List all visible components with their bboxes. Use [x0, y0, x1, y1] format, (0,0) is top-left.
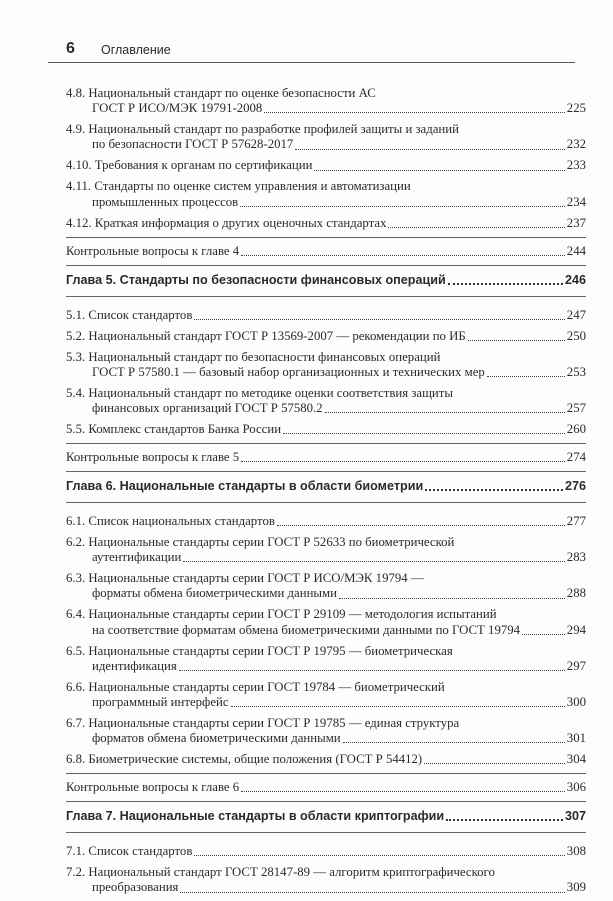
entry-title-cont: ГОСТ Р 57580.1 — базовый набор организационных и технических мер [92, 364, 485, 379]
entry-number: 4.9. [66, 122, 86, 137]
toc-entry [66, 86, 586, 116]
entry-number: 6.4. [66, 607, 86, 622]
entry-title-cont: идентификация [92, 658, 177, 673]
toc-entry [66, 680, 586, 710]
page-ref: 233 [566, 158, 586, 173]
entry-title: Биометрические системы, общие положения (ГОСТ Р 54412) [88, 752, 423, 767]
dot-leader [446, 819, 563, 821]
entry-title-cont: аутентификации [92, 550, 182, 565]
toc-entry [66, 179, 586, 209]
dot-leader [339, 598, 565, 599]
entry-number: 6.8. [66, 752, 86, 767]
entry-title-cont: на соответствие форматам обмена биометрическими данными по ГОСТ 19794 [92, 622, 521, 637]
toc-entry [66, 571, 586, 601]
entry-number: 5.3. [66, 349, 86, 364]
dot-leader [295, 149, 565, 150]
dot-leader [487, 376, 565, 377]
toc-entry [66, 844, 586, 859]
page-ref: 234 [566, 194, 586, 209]
chapter-title: Глава 6. Национальные стандарты в области биометрии [66, 479, 424, 494]
entry-number: 6.2. [66, 535, 86, 550]
dot-leader [183, 561, 564, 562]
dot-leader [277, 525, 565, 526]
page-ref: 297 [566, 658, 586, 673]
page-ref: 304 [566, 752, 586, 767]
entry-title: Национальные стандарты серии ГОСТ Р 52633 по биометрической [88, 535, 455, 550]
entry-number: 6.6. [66, 679, 86, 694]
running-title: Оглавление [101, 43, 171, 57]
entry-title-cont: форматов обмена биометрическими данными [92, 731, 341, 746]
toc-entry [66, 350, 586, 380]
entry-title-cont: форматы обмена биометрическими данными [92, 586, 337, 601]
entry-title-cont: программный интерфейс [92, 695, 229, 710]
entry-title-cont: промышленных процессов [92, 194, 239, 209]
running-header [48, 38, 575, 63]
page-ref: 307 [564, 809, 586, 824]
toc-entry [66, 514, 586, 529]
page-ref: 260 [566, 422, 586, 437]
dot-leader [343, 742, 565, 743]
entry-title: Национальный стандарт ГОСТ Р 13569-2007 — рекомендации по ИБ [88, 328, 466, 343]
toc-entry [66, 865, 586, 895]
page-ref: 276 [564, 479, 586, 494]
entry-number: 4.12. [66, 215, 92, 230]
page-ref: 300 [566, 695, 586, 710]
page-ref: 274 [566, 450, 586, 465]
dot-leader [325, 412, 565, 413]
entry-number: 6.1. [66, 514, 86, 529]
entry-title: Контрольные вопросы к главе 5 [66, 450, 240, 465]
dot-leader [424, 763, 565, 764]
toc-divider [66, 801, 586, 802]
page-ref: 277 [566, 514, 586, 529]
entry-title: Список стандартов [88, 307, 193, 322]
toc-chapter [66, 478, 586, 494]
entry-title: Контрольные вопросы к главе 4 [66, 243, 240, 258]
entry-number: 5.5. [66, 422, 86, 437]
toc-divider [66, 502, 586, 503]
page-ref: 257 [566, 401, 586, 416]
entry-title: Национальный стандарт по методике оценки соответствия защиты [88, 385, 453, 400]
entry-title: Требования к органам по сертификации [94, 158, 313, 173]
toc-entry [66, 644, 586, 674]
page-ref: 225 [566, 101, 586, 116]
entry-title: Национальный стандарт по безопасности финансовых операций [88, 349, 441, 364]
toc-entry [66, 386, 586, 416]
entry-number: 4.10. [66, 158, 92, 173]
entry-title-cont: по безопасности ГОСТ Р 57628-2017 [92, 137, 294, 152]
dot-leader [241, 255, 565, 256]
page-ref: 237 [566, 215, 586, 230]
entry-number: 4.11. [66, 179, 92, 194]
toc-divider [66, 296, 586, 297]
dot-leader [241, 791, 565, 792]
entry-number: 5.2. [66, 328, 86, 343]
toc-entry [66, 122, 586, 152]
page-number: 6 [66, 40, 75, 57]
chapter-title: Глава 5. Стандарты по безопасности финансовых операций [66, 272, 446, 287]
dot-leader [425, 489, 563, 491]
page-ref: 301 [566, 731, 586, 746]
entry-title-cont: ГОСТ Р ИСО/МЭК 19791-2008 [92, 101, 263, 116]
dot-leader [264, 112, 564, 113]
entry-title: Национальный стандарт по оценке безопасности АС [88, 86, 376, 100]
page-ref: 244 [566, 243, 586, 258]
toc-divider [66, 443, 586, 444]
page-ref: 283 [566, 550, 586, 565]
toc-entry [66, 422, 586, 437]
dot-leader [522, 634, 565, 635]
chapter-title: Глава 7. Национальные стандарты в области криптографии [66, 809, 445, 824]
page-ref: 250 [566, 328, 586, 343]
entry-title: Национальные стандарты серии ГОСТ Р 19785 — единая структура [88, 716, 460, 731]
dot-leader [448, 283, 563, 285]
toc-entry [66, 535, 586, 565]
entry-number: 6.7. [66, 716, 86, 731]
entry-number: 5.4. [66, 385, 86, 400]
entry-title: Комплекс стандартов Банка России [88, 422, 282, 437]
page-ref: 253 [566, 364, 586, 379]
entry-title: Контрольные вопросы к главе 6 [66, 780, 240, 795]
page-ref: 308 [566, 844, 586, 859]
dot-leader [241, 461, 565, 462]
toc-divider [66, 832, 586, 833]
toc-entry [66, 158, 586, 173]
dot-leader [180, 892, 564, 893]
entry-title: Национальные стандарты серии ГОСТ 19784 — биометрический [88, 679, 445, 694]
page-ref: 247 [566, 307, 586, 322]
entry-title: Национальные стандарты серии ГОСТ Р ИСО/МЭК 19794 — [88, 571, 424, 586]
entry-title: Национальные стандарты серии ГОСТ Р 29109 — методология испытаний [88, 607, 497, 622]
dot-leader [283, 433, 565, 434]
dot-leader [314, 170, 564, 171]
entry-title: Национальный стандарт по разработке профилей защиты и заданий [88, 122, 459, 137]
dot-leader [240, 206, 565, 207]
page-ref: 294 [566, 622, 586, 637]
toc-review-questions [66, 780, 586, 795]
toc-entry [66, 308, 586, 323]
page-ref: 288 [566, 586, 586, 601]
entry-number: 6.3. [66, 571, 86, 586]
entry-title: Национальные стандарты серии ГОСТ Р 19795 — биометрическая [88, 643, 453, 658]
toc-divider [66, 471, 586, 472]
page-ref: 246 [564, 272, 586, 287]
entry-number: 7.1. [66, 844, 86, 859]
page-ref: 306 [566, 780, 586, 795]
page-ref: 232 [566, 137, 586, 152]
entry-title: Стандарты по оценке систем управления и автоматизации [94, 179, 411, 194]
entry-title-cont: финансовых организаций ГОСТ Р 57580.2 [92, 401, 323, 416]
toc-entry [66, 716, 586, 746]
table-of-contents [66, 86, 586, 901]
dot-leader [388, 227, 564, 228]
toc-entry [66, 216, 586, 231]
entry-title-cont: преобразования [92, 880, 179, 895]
entry-title: Список стандартов [88, 844, 193, 859]
entry-number: 6.5. [66, 643, 86, 658]
toc-divider [66, 773, 586, 774]
entry-number: 7.2. [66, 865, 86, 880]
toc-divider [66, 237, 586, 238]
entry-title: Национальный стандарт ГОСТ 28147-89 — алгоритм криптографического [88, 865, 495, 880]
dot-leader [194, 855, 564, 856]
dot-leader [231, 706, 565, 707]
entry-title: Краткая информация о других оценочных стандартах [94, 215, 387, 230]
toc-review-questions [66, 450, 586, 465]
toc-entry [66, 752, 586, 767]
toc-review-questions [66, 244, 586, 259]
toc-chapter [66, 808, 586, 824]
entry-number: 5.1. [66, 307, 86, 322]
toc-entry [66, 329, 586, 344]
dot-leader [194, 319, 564, 320]
dot-leader [468, 340, 565, 341]
entry-title: Список национальных стандартов [88, 514, 275, 529]
toc-chapter [66, 272, 586, 288]
entry-number: 4.8. [66, 86, 86, 100]
dot-leader [179, 670, 565, 671]
toc-entry [66, 607, 586, 637]
page-ref: 309 [566, 880, 586, 895]
toc-divider [66, 265, 586, 266]
